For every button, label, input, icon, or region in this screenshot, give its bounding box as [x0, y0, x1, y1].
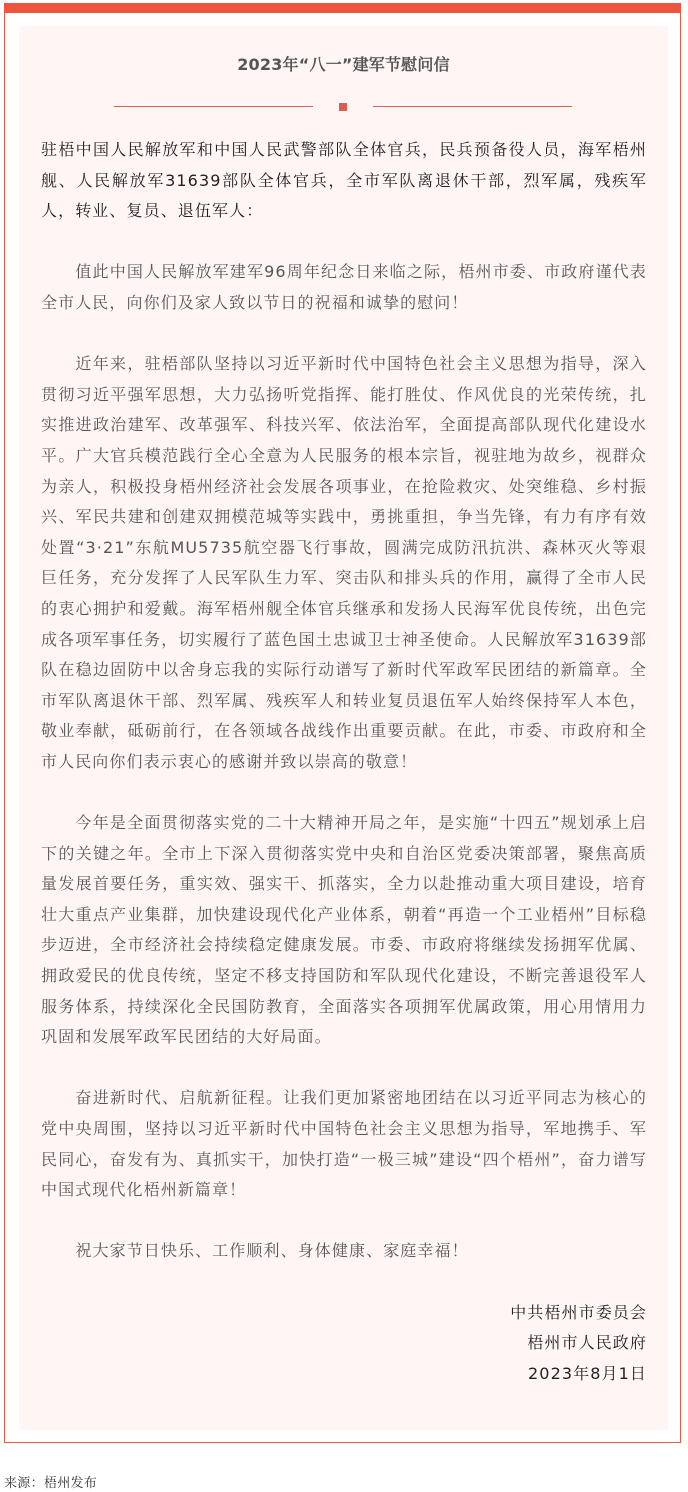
signature-government: 梧州市人民政府 — [527, 1333, 647, 1353]
frame-top-accent-bar — [4, 3, 681, 13]
signature-date: 2023年8月1日 — [528, 1363, 647, 1383]
letter-paragraph: 值此中国人民解放军建军96周年纪念日来临之际，梧州市委、市政府谨代表全市人民，向你们及家人致以节日的祝福和诚挚的慰问！ — [41, 262, 647, 312]
source-credit: 来源：梧州发布 — [4, 1476, 98, 1491]
letter-body — [41, 135, 647, 1389]
title-divider-square-icon — [339, 103, 347, 111]
letter-panel — [19, 26, 668, 1430]
letter-title: 2023年“八一”建军节慰问信 — [237, 55, 450, 74]
letter-signature — [41, 1298, 647, 1390]
letter-paragraph: 近年来，驻梧部队坚持以习近平新时代中国特色社会主义思想为指导，深入贯彻习近平强军思想，大力弘扬听党指挥、能打胜仗、作风优良的光荣传统，扎实推进政治建军、改革强军、科技兴军、依法治军，全面提高部队现代化建设水平。广大官兵模范践行全心全意为人民服务的根本宗旨，视驻地为故乡，视群众为亲人，积极投身梧州经济社会发展各项事业，在抢险救灾、处突维稳、乡村振兴、军民共建和创建双拥模范城等实践中，勇挑重担，争当先锋，有力有序有效处置“3·21”东航MU5735航空器飞行事故，圆满完成防汛抗洪、森林灭火等艰巨任务，充分发挥了人民军队生力军、突击队和排头兵的作用，赢得了全市人民的衷心拥护和爱戴。海军梧州舰全体官兵继承和发扬人民海军优良传统，出色完成各项军事任务，切实履行了蓝色国土忠诚卫士神圣使命。人民解放军31639部队在稳边固防中以舍身忘我的实际行动谱写了新时代军政军民团结的新篇章。全市军队离退休干部、烈军属、残疾军人和转业复员退伍军人始终保持军人本色，敬业奉献，砥砺前行，在各领域各战线作出重要贡献。在此，市委、市政府和全市人民向你们表示衷心的感谢并致以崇高的敬意！ — [41, 354, 647, 771]
letter-salutation: 驻梧中国人民解放军和中国人民武警部队全体官兵，民兵预备役人员，海军梧州舰、人民解放军31639部队全体官兵，全市军队离退休干部，烈军属，残疾军人，转业、复员、退伍军人： — [41, 140, 647, 221]
letter-paragraph: 今年是全面贯彻落实党的二十大精神开局之年，是实施“十四五”规划承上启下的关键之年。全市上下深入贯彻落实党中央和自治区党委决策部署，聚焦高质量发展首要任务，重实效、强实干、抓落实，全力以赴推动重大项目建设，培育壮大重点产业集群，加快建设现代化产业体系，朝着“再造一个工业梧州”目标稳步迈进，全市经济社会持续稳定健康发展。市委、市政府将继续发扬拥军优属、拥政爱民的优良传统，坚定不移支持国防和军队现代化建设，不断完善退役军人服务体系，持续深化全民国防教育，全面落实各项拥军优属政策，用心用情用力巩固和发展军政军民团结的大好局面。 — [41, 813, 647, 1047]
title-divider-left — [114, 106, 313, 107]
letter-paragraph: 奋进新时代、启航新征程。让我们更加紧密地团结在以习近平同志为核心的党中央周围，坚持以习近平新时代中国特色社会主义思想为指导，军地携手、军民同心，奋发有为、真抓实干，加快打造“一极三城”建设“四个梧州”，奋力谱写中国式现代化梧州新篇章！ — [41, 1088, 647, 1200]
letter-frame — [4, 3, 681, 1443]
letter-closing-wish: 祝大家节日快乐、工作顺利、身体健康、家庭幸福！ — [75, 1241, 469, 1261]
title-divider-right — [373, 106, 572, 107]
signature-party-committee: 中共梧州市委员会 — [510, 1302, 647, 1322]
